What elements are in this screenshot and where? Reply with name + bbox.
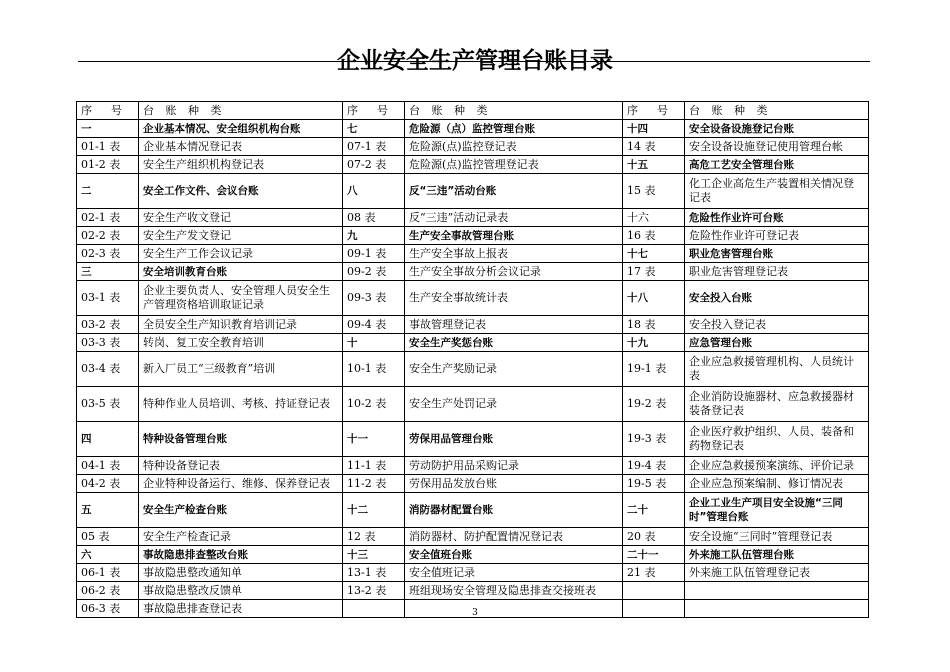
- serial-number-cell: 06-2 表: [77, 582, 139, 600]
- serial-number-cell: 十九: [623, 334, 685, 352]
- ledger-type-cell: 危险源(点)监控登记表: [405, 138, 623, 156]
- serial-number-cell: 二十: [623, 493, 685, 528]
- ledger-type-cell: 企业医疗救护组织、人员、装备和药物登记表: [685, 422, 869, 457]
- serial-number-cell: 19-1 表: [623, 352, 685, 387]
- header-cell: 台 账 种 类: [685, 102, 869, 120]
- ledger-type-cell: 外来施工队伍管理登记表: [685, 564, 869, 582]
- ledger-type-cell: 劳动防护用品采购记录: [405, 457, 623, 475]
- table-row: [77, 493, 869, 528]
- ledger-type-cell: 生产安全事故管理台账: [405, 227, 623, 245]
- table-row: [77, 582, 869, 600]
- serial-number-cell: 19-3 表: [623, 422, 685, 457]
- ledger-catalog-table: [76, 101, 869, 618]
- ledger-type-cell: 危险性作业许可台账: [685, 209, 869, 227]
- ledger-type-cell: 企业应急救援管理机构、人员统计表: [685, 352, 869, 387]
- ledger-type-cell: 安全生产奖励记录: [405, 352, 623, 387]
- ledger-type-cell: 消防器材配置台账: [405, 493, 623, 528]
- serial-number-cell: 09-4 表: [343, 316, 405, 334]
- ledger-type-cell: 安全生产检查台账: [139, 493, 343, 528]
- serial-number-cell: 06-1 表: [77, 564, 139, 582]
- serial-number-cell: 03-5 表: [77, 387, 139, 422]
- ledger-type-cell: 劳保用品发放台账: [405, 475, 623, 493]
- ledger-type-cell: 安全投入台账: [685, 281, 869, 316]
- ledger-type-cell: 安全值班记录: [405, 564, 623, 582]
- table-header-row: [77, 102, 869, 120]
- ledger-type-cell: 新入厂员工“三级教育”培训: [139, 352, 343, 387]
- ledger-type-cell: 全员安全生产知识教育培训记录: [139, 316, 343, 334]
- serial-number-cell: 03-1 表: [77, 281, 139, 316]
- serial-number-cell: 一: [77, 120, 139, 138]
- ledger-type-cell: 事故隐患排查登记表: [139, 600, 343, 618]
- ledger-type-cell: 反“三违”活动台账: [405, 174, 623, 209]
- table-row: [77, 422, 869, 457]
- serial-number-cell: 02-2 表: [77, 227, 139, 245]
- ledger-type-cell: 危险源（点）监控管理台账: [405, 120, 623, 138]
- ledger-type-cell: 生产安全事故上报表: [405, 245, 623, 263]
- table-row: [77, 281, 869, 316]
- serial-number-cell: 07-2 表: [343, 156, 405, 174]
- ledger-type-cell: 安全设备设施登记使用管理台帐: [685, 138, 869, 156]
- serial-number-cell: 十六: [623, 209, 685, 227]
- table-row: [77, 120, 869, 138]
- serial-number-cell: 十七: [623, 245, 685, 263]
- ledger-type-cell: [685, 582, 869, 600]
- ledger-type-cell: 事故管理登记表: [405, 316, 623, 334]
- ledger-type-cell: 企业消防设施器材、应急救援器材装备登记表: [685, 387, 869, 422]
- ledger-type-cell: 企业主要负责人、安全管理人员安全生产管理资格培训取证记录: [139, 281, 343, 316]
- table-body: [77, 102, 869, 618]
- serial-number-cell: 五: [77, 493, 139, 528]
- serial-number-cell: 18 表: [623, 316, 685, 334]
- table-row: [77, 457, 869, 475]
- table-row: [77, 352, 869, 387]
- serial-number-cell: 05 表: [77, 528, 139, 546]
- table-row: [77, 475, 869, 493]
- ledger-type-cell: 安全设备设施登记台账: [685, 120, 869, 138]
- ledger-type-cell: 安全生产收文登记: [139, 209, 343, 227]
- serial-number-cell: 八: [343, 174, 405, 209]
- serial-number-cell: 01-1 表: [77, 138, 139, 156]
- ledger-type-cell: 高危工艺安全管理台账: [685, 156, 869, 174]
- ledger-type-cell: 安全投入登记表: [685, 316, 869, 334]
- serial-number-cell: 19-2 表: [623, 387, 685, 422]
- serial-number-cell: 21 表: [623, 564, 685, 582]
- table-row: [77, 209, 869, 227]
- ledger-type-cell: 企业应急预案编制、修订情况表: [685, 475, 869, 493]
- ledger-type-cell: 转岗、复工安全教育培训: [139, 334, 343, 352]
- ledger-type-cell: 事故隐患排查整改台账: [139, 546, 343, 564]
- serial-number-cell: 19-4 表: [623, 457, 685, 475]
- ledger-type-cell: 特种设备登记表: [139, 457, 343, 475]
- ledger-type-cell: 反“三违”活动记录表: [405, 209, 623, 227]
- ledger-type-cell: 应急管理台账: [685, 334, 869, 352]
- serial-number-cell: 十三: [343, 546, 405, 564]
- serial-number-cell: 二: [77, 174, 139, 209]
- header-cell: 台 账 种 类: [139, 102, 343, 120]
- serial-number-cell: 七: [343, 120, 405, 138]
- table-row: [77, 263, 869, 281]
- serial-number-cell: 十八: [623, 281, 685, 316]
- ledger-type-cell: 安全生产奖惩台账: [405, 334, 623, 352]
- serial-number-cell: 三: [77, 263, 139, 281]
- ledger-type-cell: 企业应急救援预案演练、评价记录: [685, 457, 869, 475]
- serial-number-cell: 09-1 表: [343, 245, 405, 263]
- serial-number-cell: 十一: [343, 422, 405, 457]
- table-row: [77, 387, 869, 422]
- serial-number-cell: 09-2 表: [343, 263, 405, 281]
- ledger-type-cell: 安全生产组织机构登记表: [139, 156, 343, 174]
- header-cell: 序 号: [623, 102, 685, 120]
- serial-number-cell: 09-3 表: [343, 281, 405, 316]
- serial-number-cell: 07-1 表: [343, 138, 405, 156]
- ledger-type-cell: 危险源(点)监控管理登记表: [405, 156, 623, 174]
- table-row: [77, 156, 869, 174]
- serial-number-cell: 十四: [623, 120, 685, 138]
- serial-number-cell: 04-2 表: [77, 475, 139, 493]
- ledger-type-cell: 安全生产工作会议记录: [139, 245, 343, 263]
- ledger-type-cell: 职业危害管理台账: [685, 245, 869, 263]
- serial-number-cell: 11-1 表: [343, 457, 405, 475]
- ledger-type-cell: 安全生产处罚记录: [405, 387, 623, 422]
- ledger-type-cell: 危险性作业许可登记表: [685, 227, 869, 245]
- header-cell: 台 账 种 类: [405, 102, 623, 120]
- serial-number-cell: [623, 582, 685, 600]
- header-cell: 序 号: [343, 102, 405, 120]
- table-row: [77, 174, 869, 209]
- ledger-type-cell: 安全生产发文登记: [139, 227, 343, 245]
- serial-number-cell: 01-2 表: [77, 156, 139, 174]
- ledger-type-cell: 安全值班台账: [405, 546, 623, 564]
- serial-number-cell: 16 表: [623, 227, 685, 245]
- ledger-type-cell: 消防器材、防护配置情况登记表: [405, 528, 623, 546]
- serial-number-cell: 二十一: [623, 546, 685, 564]
- ledger-type-cell: 外来施工队伍管理台账: [685, 546, 869, 564]
- serial-number-cell: 10-1 表: [343, 352, 405, 387]
- serial-number-cell: 03-3 表: [77, 334, 139, 352]
- serial-number-cell: 06-3 表: [77, 600, 139, 618]
- serial-number-cell: 17 表: [623, 263, 685, 281]
- serial-number-cell: 九: [343, 227, 405, 245]
- serial-number-cell: 08 表: [343, 209, 405, 227]
- table-row: [77, 546, 869, 564]
- ledger-type-cell: 生产安全事故分析会议记录: [405, 263, 623, 281]
- table-row: [77, 227, 869, 245]
- serial-number-cell: 六: [77, 546, 139, 564]
- table-row: [77, 564, 869, 582]
- header-cell: 序 号: [77, 102, 139, 120]
- serial-number-cell: 四: [77, 422, 139, 457]
- ledger-type-cell: 生产安全事故统计表: [405, 281, 623, 316]
- table-row: [77, 316, 869, 334]
- ledger-type-cell: 事故隐患整改通知单: [139, 564, 343, 582]
- serial-number-cell: 02-1 表: [77, 209, 139, 227]
- serial-number-cell: 13-2 表: [343, 582, 405, 600]
- ledger-type-cell: 安全培训教育台账: [139, 263, 343, 281]
- ledger-type-cell: 企业特种设备运行、维修、保养登记表: [139, 475, 343, 493]
- serial-number-cell: 03-4 表: [77, 352, 139, 387]
- ledger-type-cell: 企业基本情况、安全组织机构台账: [139, 120, 343, 138]
- serial-number-cell: 14 表: [623, 138, 685, 156]
- page-title: 企业安全生产管理台账目录: [337, 48, 613, 74]
- ledger-type-cell: 班组现场安全管理及隐患排查交接班表: [405, 582, 623, 600]
- serial-number-cell: 02-3 表: [77, 245, 139, 263]
- table-row: [77, 334, 869, 352]
- serial-number-cell: 12 表: [343, 528, 405, 546]
- ledger-type-cell: 劳保用品管理台账: [405, 422, 623, 457]
- serial-number-cell: 10-2 表: [343, 387, 405, 422]
- page-number: 3: [472, 608, 478, 618]
- ledger-type-cell: 特种设备管理台账: [139, 422, 343, 457]
- ledger-type-cell: 化工企业高危生产装置相关情况登记表: [685, 174, 869, 209]
- ledger-type-cell: 事故隐患整改反馈单: [139, 582, 343, 600]
- ledger-type-cell: 企业基本情况登记表: [139, 138, 343, 156]
- title-rule: [78, 61, 870, 62]
- serial-number-cell: 十: [343, 334, 405, 352]
- serial-number-cell: 11-2 表: [343, 475, 405, 493]
- serial-number-cell: 十二: [343, 493, 405, 528]
- serial-number-cell: 15 表: [623, 174, 685, 209]
- ledger-type-cell: 安全工作文件、会议台账: [139, 174, 343, 209]
- serial-number-cell: 20 表: [623, 528, 685, 546]
- serial-number-cell: 03-2 表: [77, 316, 139, 334]
- ledger-type-cell: 企业工业生产项目安全设施“三同时”管理台账: [685, 493, 869, 528]
- table-row: [77, 245, 869, 263]
- ledger-type-cell: 安全设施“三同时”管理登记表: [685, 528, 869, 546]
- serial-number-cell: 04-1 表: [77, 457, 139, 475]
- serial-number-cell: 十五: [623, 156, 685, 174]
- ledger-type-cell: 特种作业人员培训、考核、持证登记表: [139, 387, 343, 422]
- table-row: [77, 528, 869, 546]
- ledger-type-cell: 职业危害管理登记表: [685, 263, 869, 281]
- serial-number-cell: 19-5 表: [623, 475, 685, 493]
- table-row: [77, 138, 869, 156]
- ledger-type-cell: 安全生产检查记录: [139, 528, 343, 546]
- serial-number-cell: 13-1 表: [343, 564, 405, 582]
